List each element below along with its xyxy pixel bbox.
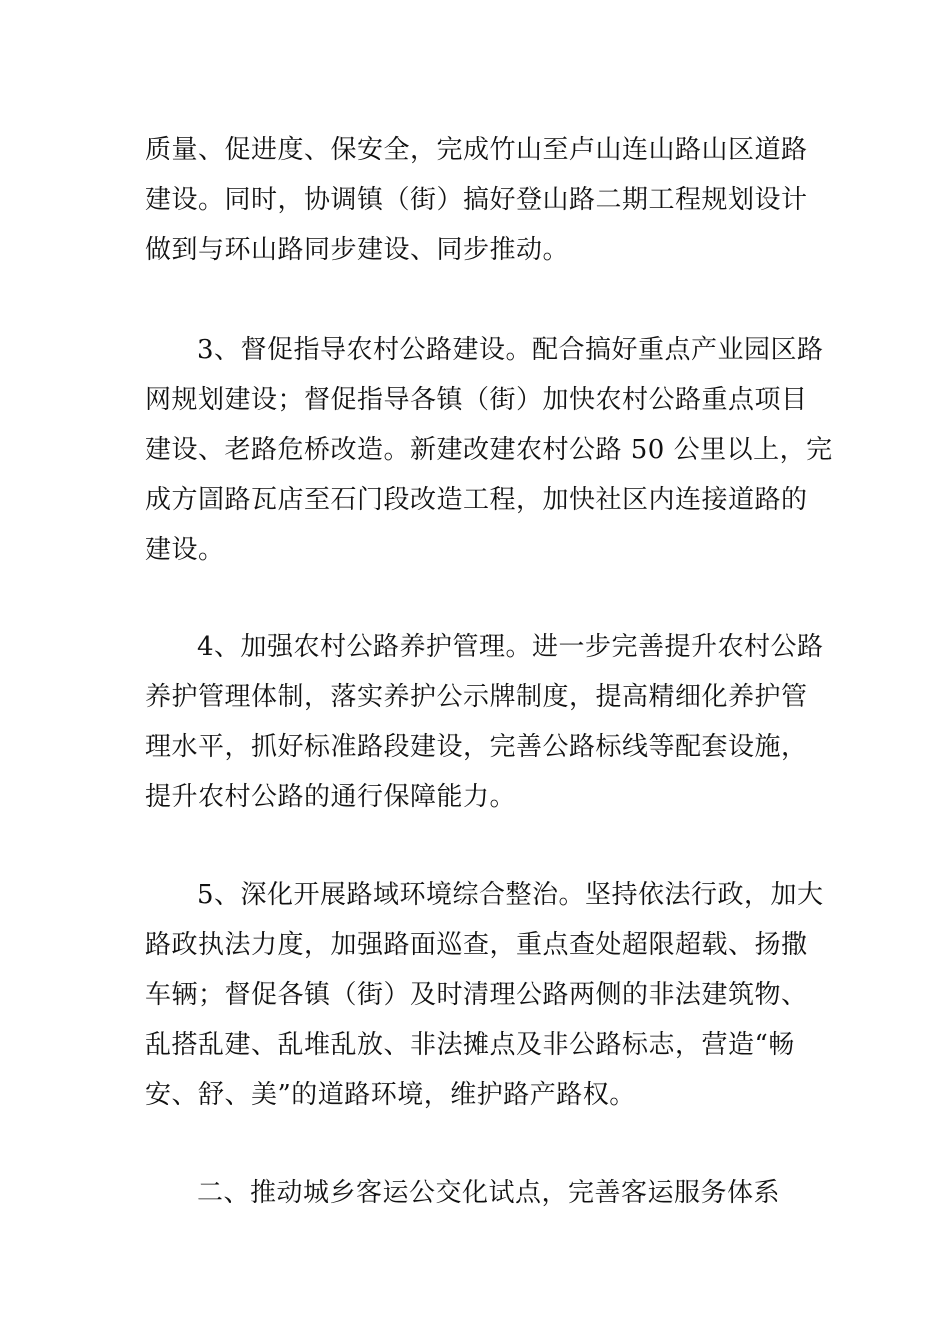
paragraph-line: 网规划建设；督促指导各镇（街）加快农村公路重点项目 xyxy=(145,385,808,415)
paragraph-line: 路政执法力度，加强路面巡查，重点查处超限超载、扬撒 xyxy=(145,930,808,960)
paragraph-line: 建设。同时，协调镇（街）搞好登山路二期工程规划设计 xyxy=(145,185,808,215)
paragraph-line: 建设、老路危桥改造。新建改建农村公路 50 公里以上，完 xyxy=(145,435,833,465)
paragraph-line: 提升农村公路的通行保障能力。 xyxy=(145,782,517,812)
paragraph-line: 理水平，抓好标准路段建设，完善公路标线等配套设施， xyxy=(145,732,808,762)
paragraph-2 xyxy=(145,325,833,575)
paragraph-line: 5、深化开展路域环境综合整治。坚持依法行政，加大 xyxy=(197,880,824,910)
paragraph-line: 车辆；督促各镇（街）及时清理公路两侧的非法建筑物、 xyxy=(145,980,808,1010)
paragraph-line: 建设。 xyxy=(145,535,225,565)
paragraph-line: 做到与环山路同步建设、同步推动。 xyxy=(145,235,570,265)
paragraph-line: 安、舒、美”的道路环境，维护路产路权。 xyxy=(145,1080,636,1110)
section-heading xyxy=(145,1168,815,1218)
paragraph-4 xyxy=(145,870,824,1120)
paragraph-line: 质量、促进度、保安全，完成竹山至卢山连山路山区道路 xyxy=(145,135,808,165)
paragraph-line: 4、加强农村公路养护管理。进一步完善提升农村公路 xyxy=(197,632,824,662)
paragraph-line: 3、督促指导农村公路建设。配合搞好重点产业园区路 xyxy=(197,335,824,365)
paragraph-1 xyxy=(145,125,815,275)
paragraph-line: 乱搭乱建、乱堆乱放、非法摊点及非公路标志，营造“畅 xyxy=(145,1030,795,1060)
paragraph-line: 成方圁路瓦店至石门段改造工程，加快社区内连接道路的 xyxy=(145,485,808,515)
section-heading-text: 二、推动城乡客运公交化试点，完善客运服务体系 xyxy=(197,1178,781,1208)
paragraph-line: 养护管理体制，落实养护公示牌制度，提高精细化养护管 xyxy=(145,682,808,712)
paragraph-3 xyxy=(145,622,824,822)
